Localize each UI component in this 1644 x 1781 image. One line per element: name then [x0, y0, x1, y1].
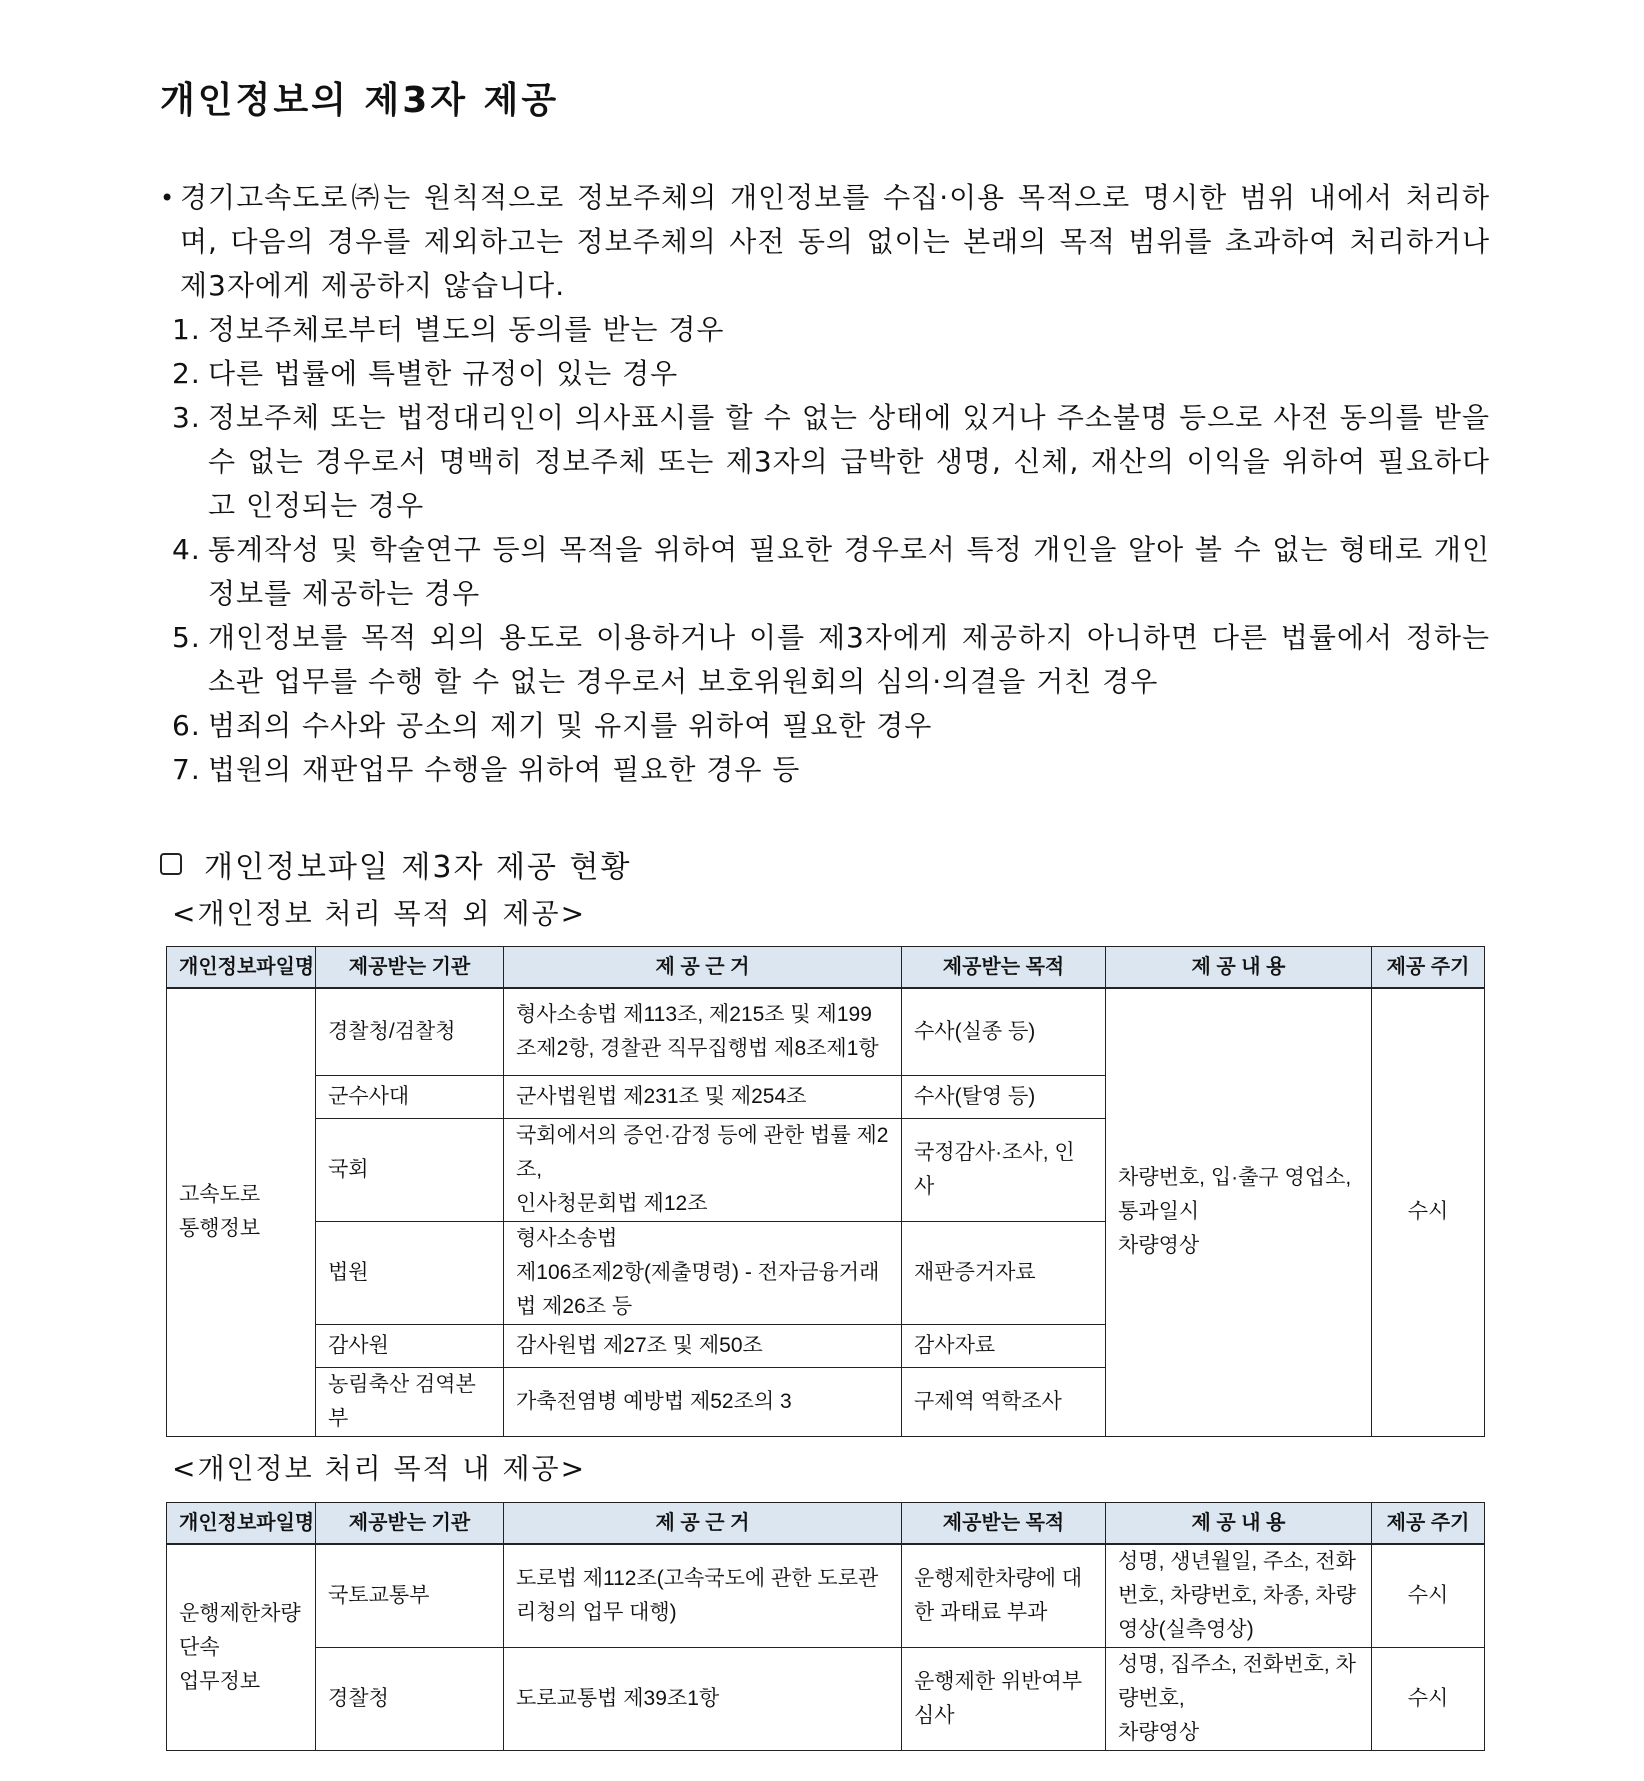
recipient-cell: 국회	[316, 1118, 504, 1221]
recipient-cell: 농림축산 검역본부	[316, 1367, 504, 1436]
purpose-cell: 수사(실종 등)	[902, 988, 1106, 1075]
list-item	[172, 748, 1490, 792]
basis-cell: 가축전염병 예방법 제52조의 3	[504, 1367, 902, 1436]
purpose-cell: 운행제한차량에 대한 과태료 부과	[902, 1544, 1106, 1648]
basis-cell: 감사원법 제27조 및 제50조	[504, 1324, 902, 1367]
third-party-table-within	[166, 1502, 1485, 1751]
header-content: 제 공 내 용	[1106, 947, 1372, 989]
bullet-icon: •	[160, 184, 176, 212]
header-recipient: 제공받는 기관	[316, 1503, 504, 1545]
intro-text: 경기고속도로㈜는 원칙적으로 정보주체의 개인정보를 수집·이용 목적으로 명시한 범위 내에서 처리하며, 다음의 경우를 제외하고는 정보주체의 사전 동의 없이는 본래의 목적 범위를 초과하여 처리하거나 제3자에게 제공하지 않습니다.	[180, 181, 1490, 302]
list-number: 7.	[172, 753, 201, 786]
list-text: 정보주체 또는 법정대리인이 의사표시를 할 수 없는 상태에 있거나 주소불명 등으로 사전 동의를 받을 수 없는 경우로서 명백히 정보주체 또는 제3자의 급박한 생명, 신체, 재산의 이익을 위하여 필요하다고 인정되는 경우	[208, 401, 1490, 522]
list-number: 3.	[172, 401, 201, 434]
list-item	[172, 352, 1490, 396]
table-header-row	[167, 1503, 1485, 1545]
header-purpose: 제공받는 목적	[902, 1503, 1106, 1545]
header-basis: 제 공 근 거	[504, 1503, 902, 1545]
list-text: 범죄의 수사와 공소의 제기 및 유지를 위하여 필요한 경우	[208, 709, 933, 742]
subtitle-within-purpose: <개인정보 처리 목적 내 제공>	[172, 1452, 587, 1485]
purpose-cell: 수사(탈영 등)	[902, 1075, 1106, 1118]
list-number: 6.	[172, 709, 201, 742]
header-basis: 제 공 근 거	[504, 947, 902, 989]
basis-cell: 도로법 제112조(고속국도에 관한 도로관리청의 업무 대행)	[504, 1544, 902, 1648]
basis-cell: 군사법원법 제231조 및 제254조	[504, 1075, 902, 1118]
table-row	[167, 1544, 1485, 1648]
list-item	[172, 396, 1490, 528]
content-cell: 차량번호, 입·출구 영업소, 통과일시 차량영상	[1106, 988, 1372, 1436]
table-header-row	[167, 947, 1485, 989]
purpose-cell: 국정감사·조사, 인사	[902, 1118, 1106, 1221]
list-text: 개인정보를 목적 외의 용도로 이용하거나 이를 제3자에게 제공하지 아니하면 다른 법률에서 정하는 소관 업무를 수행 할 수 없는 경우로서 보호위원회의 심의·의결을 거친 경우	[208, 621, 1490, 698]
third-party-table-outside	[166, 946, 1485, 1437]
list-item	[172, 528, 1490, 616]
content-cell: 성명, 생년월일, 주소, 전화번호, 차량번호, 차종, 차량영상(실측영상)	[1106, 1544, 1372, 1648]
list-number: 4.	[172, 533, 201, 566]
list-number: 5.	[172, 621, 201, 654]
list-text: 통계작성 및 학술연구 등의 목적을 위하여 필요한 경우로서 특정 개인을 알아 볼 수 없는 형태로 개인정보를 제공하는 경우	[208, 533, 1490, 610]
header-content: 제 공 내 용	[1106, 1503, 1372, 1545]
page-title: 개인정보의 제3자 제공	[160, 80, 560, 121]
period-cell: 수시	[1372, 1544, 1485, 1648]
subtitle-outside-purpose: <개인정보 처리 목적 외 제공>	[172, 897, 587, 930]
list-text: 다른 법률에 특별한 규정이 있는 경우	[208, 357, 679, 390]
section-title-text: 개인정보파일 제3자 제공 현황	[204, 850, 632, 885]
list-number: 1.	[172, 313, 201, 346]
recipient-cell: 군수사대	[316, 1075, 504, 1118]
period-cell: 수시	[1372, 1648, 1485, 1751]
checkbox-icon	[160, 853, 182, 875]
exception-list	[172, 308, 1490, 792]
content-cell: 성명, 집주소, 전화번호, 차량번호, 차량영상	[1106, 1648, 1372, 1751]
intro-section	[160, 176, 1490, 792]
recipient-cell: 감사원	[316, 1324, 504, 1367]
header-recipient: 제공받는 기관	[316, 947, 504, 989]
header-file-name: 개인정보파일명	[167, 947, 316, 989]
list-text: 법원의 재판업무 수행을 위하여 필요한 경우 등	[208, 753, 801, 786]
list-item	[172, 616, 1490, 704]
recipient-cell: 국토교통부	[316, 1544, 504, 1648]
file-name-cell: 운행제한차량단속 업무정보	[167, 1544, 316, 1751]
list-item	[172, 704, 1490, 748]
header-purpose: 제공받는 목적	[902, 947, 1106, 989]
header-file-name: 개인정보파일명	[167, 1503, 316, 1545]
list-text: 정보주체로부터 별도의 동의를 받는 경우	[208, 313, 725, 346]
basis-cell: 형사소송법 제113조, 제215조 및 제199조제2항, 경찰관 직무집행법 제8조제1항	[504, 988, 902, 1075]
purpose-cell: 운행제한 위반여부 심사	[902, 1648, 1106, 1751]
header-period: 제공 주기	[1372, 1503, 1485, 1545]
purpose-cell: 구제역 역학조사	[902, 1367, 1106, 1436]
basis-cell: 형사소송법 제106조제2항(제출명령) - 전자금융거래법 제26조 등	[504, 1221, 902, 1324]
list-number: 2.	[172, 357, 201, 390]
table-row	[167, 988, 1485, 1075]
table-row	[167, 1648, 1485, 1751]
purpose-cell: 감사자료	[902, 1324, 1106, 1367]
period-cell: 수시	[1372, 988, 1485, 1436]
file-name-cell: 고속도로 통행정보	[167, 988, 316, 1436]
purpose-cell: 재판증거자료	[902, 1221, 1106, 1324]
recipient-cell: 법원	[316, 1221, 504, 1324]
section-title	[160, 842, 631, 886]
basis-cell: 국회에서의 증언·감정 등에 관한 법률 제2조, 인사청문회법 제12조	[504, 1118, 902, 1221]
basis-cell: 도로교통법 제39조1항	[504, 1648, 902, 1751]
recipient-cell: 경찰청/검찰청	[316, 988, 504, 1075]
recipient-cell: 경찰청	[316, 1648, 504, 1751]
header-period: 제공 주기	[1372, 947, 1485, 989]
intro-paragraph	[160, 176, 1490, 308]
list-item	[172, 308, 1490, 352]
